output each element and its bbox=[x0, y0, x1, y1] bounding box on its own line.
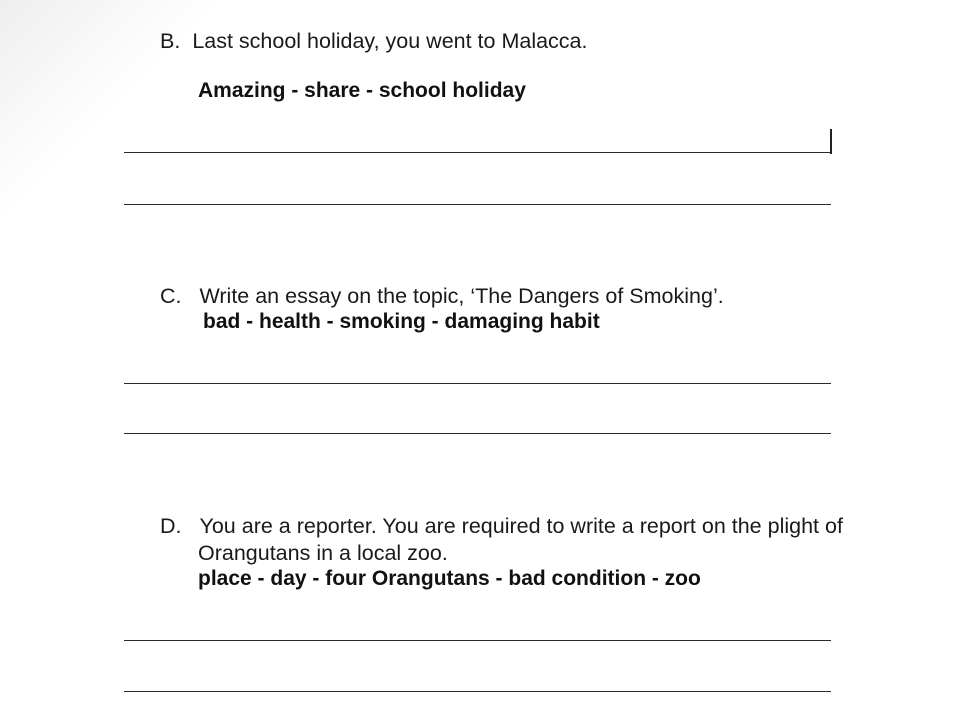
question-d-prompt-line1: You are a reporter. You are required to write a report on the plight of bbox=[199, 514, 843, 538]
answer-line-c1[interactable] bbox=[124, 383, 831, 384]
question-b bbox=[160, 28, 588, 54]
question-d-prompt-line2: Orangutans in a local zoo. bbox=[198, 541, 448, 565]
answer-line-d2[interactable] bbox=[124, 691, 831, 692]
answer-line-c2[interactable] bbox=[124, 433, 831, 434]
question-d-letter: D. bbox=[160, 514, 182, 538]
question-d-keywords: place - day - four Orangutans - bad condition - zoo bbox=[198, 567, 701, 590]
question-c bbox=[160, 283, 724, 309]
question-d bbox=[160, 513, 843, 539]
question-c-prompt: Write an essay on the topic, ‘The Dangers of Smoking’. bbox=[199, 284, 724, 308]
answer-line-b2[interactable] bbox=[124, 204, 831, 205]
text-cursor bbox=[830, 129, 832, 154]
question-b-keywords: Amazing - share - school holiday bbox=[198, 79, 526, 102]
answer-line-b1[interactable] bbox=[124, 152, 831, 153]
answer-line-d1[interactable] bbox=[124, 640, 831, 641]
question-c-keywords: bad - health - smoking - damaging habit bbox=[203, 310, 600, 333]
question-b-prompt: Last school holiday, you went to Malacca. bbox=[192, 29, 588, 53]
question-c-letter: C. bbox=[160, 284, 182, 308]
question-b-letter: B. bbox=[160, 29, 181, 53]
